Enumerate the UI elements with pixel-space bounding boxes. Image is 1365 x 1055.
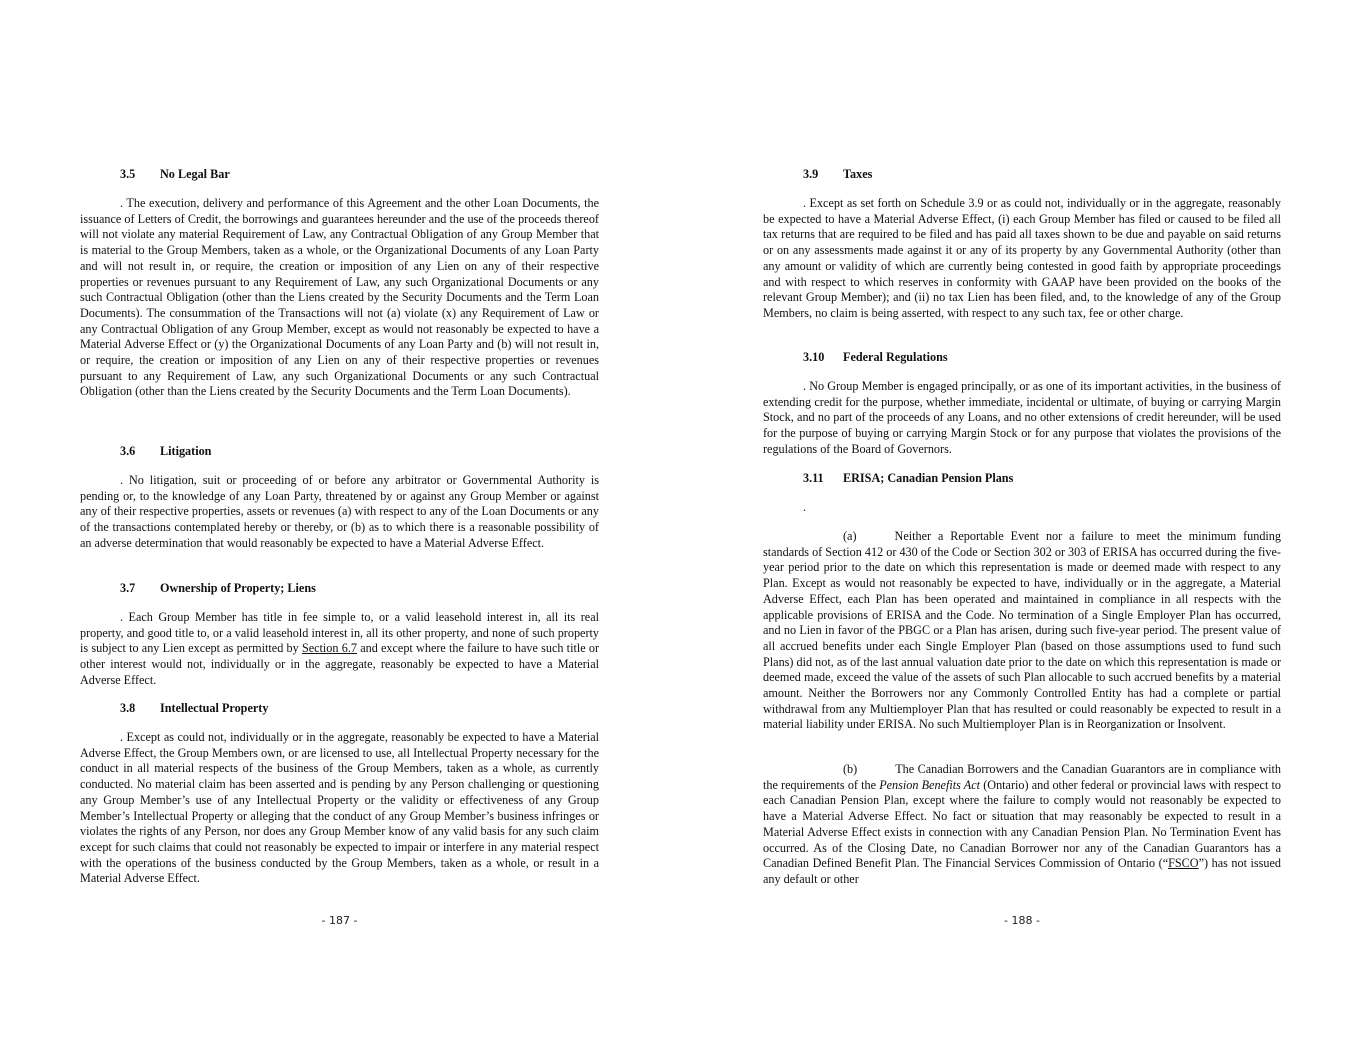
- clause-b-text-3: ”) has not issued any default or other: [763, 856, 1281, 886]
- clause-a-text: Neither a Reportable Event nor a failure to meet the minimum funding standards of Section 412 or 430 of the Code or Section 302 or 303 of ERISA has occurred during the five-year period prior to the date on which this representation is made or deemed made with respect to any Plan. Except as would not reasonably be expected to have, individually or in the aggregate, a Material Adverse Effect, each Plan has been operated and maintained in compliance in all respects with the applicable provisions of ERISA and the Code. No termination of a Single Employer Plan has occurred, and no Lien in favor of the PBGC or a Plan has arisen, during such five-year period. The present value of all accrued benefits under each Single Employer Plan (based on those assumptions used to fund such Plans) did not, as of the last annual valuation date prior to the date on which this representation is made or deemed made, exceed the value of the assets of such Plan allocable to such accrued benefits by a material amount. Neither the Borrowers nor any Commonly Controlled Entity has had a complete or partial withdrawal from any Multiemployer Plan that has resulted or could reasonably be expected to result in a material liability under ERISA. No such Multiemployer Plan is in Reorganization or Insolvent.: [763, 529, 1281, 732]
- section-title: No Legal Bar: [160, 167, 230, 181]
- section-3-10-heading: [803, 350, 948, 366]
- section-3-5-heading: [120, 167, 230, 183]
- pension-benefits-act: Pension Benefits Act: [879, 777, 981, 792]
- section-number: 3.5: [120, 167, 136, 181]
- section-3-8-body: . Except as could not, individually or in the aggregate, reasonably be expected to have a Material Adverse Effect, the Group Members own, or are licensed to use, all Intellectual Property necessary for the conduct in all material respects of the business of the Group Members, taken as a whole, as currently conducted. No material claim has been asserted and is pending by any Person challenging or questioning any Group Member’s use of any Intellectual Property or the validity or effectiveness of any Group Member’s Intellectual Property or alleging that the conduct of any Group Member’s business infringes or violates the rights of any Person, nor does any Group Member know of any valid basis for any such claim except for such claims that could not reasonably be expected to impair or interfere in any material respect with the operations of the business conducted by the Group Members, taken as a whole, or result in a Material Adverse Effect.: [80, 730, 599, 886]
- section-title: Litigation: [160, 444, 212, 458]
- section-3-5-body: . The execution, delivery and performance of this Agreement and the other Loan Documents, the issuance of Letters of Credit, the borrowings and guarantees hereunder and the use of the proceeds thereof will not violate any material Requirement of Law, any Contractual Obligation of any Group Member that is material to the Group Members, taken as a whole, or the Organizational Documents of any Loan Party and will not result in, or require, the creation or imposition of any Lien on any of their respective properties or revenues pursuant to any Requirement of Law, any such Organizational Documents or any such Contractual Obligation (other than the Liens created by the Security Documents and the Term Loan Documents). The consummation of the Transactions will not (a) violate (x) any Requirement of Law or any Contractual Obligation of any Group Member, except as would not reasonably be expected to have a Material Adverse Effect or (y) the Organizational Documents of any Loan Party and (b) will not result in, or require, the creation or imposition of any Lien on any of their respective properties or revenues pursuant to any Requirement of Law, any such Organizational Documents or any such Contractual Obligation (other than the Liens created by the Security Documents and the Term Loan Documents).: [80, 196, 599, 399]
- section-3-7-body: [80, 610, 599, 689]
- section-number: 3.11: [803, 471, 824, 485]
- section-6-7-link[interactable]: Section 6.7: [301, 641, 357, 656]
- section-3-11-a: [763, 529, 1281, 733]
- section-3-10-body: . No Group Member is engaged principally, or as one of its important activities, in the business of extending credit for the purpose, whether immediate, incidental or ultimate, of buying or carrying Margin Stock, and no part of the proceeds of any Loans, and no other extensions of credit hereunder, will be used for the purpose of buying or carrying Margin Stock or for any purpose that violates the provisions of the regulations of the Board of Governors.: [763, 379, 1281, 456]
- section-number: 3.9: [803, 167, 819, 181]
- section-title: Federal Regulations: [843, 350, 948, 364]
- page-number: - 187 -: [321, 914, 358, 927]
- section-3-6-heading: [120, 444, 211, 460]
- section-number: 3.7: [120, 581, 136, 595]
- section-3-11-period: .: [803, 500, 807, 514]
- section-3-7-text-2: and except where the failure to have such title or other interest would not, individually or in the aggregate, reasonably be expected to have a Material Adverse Effect.: [80, 641, 600, 687]
- section-3-9-body: . Except as set forth on Schedule 3.9 or as could not, individually or in the aggregate, reasonably be expected to have a Material Adverse Effect, (i) each Group Member has filed or caused to be filed all tax returns that are required to be filed and has paid all taxes shown to be due and payable on said returns or on any assessments made against it or any of its property by any Governmental Authority (other than any amount or validity of which are currently being contested in good faith by appropriate proceedings and with respect to which reserves in conformity with GAAP have been provided on the books of the relevant Group Member); and (ii) no tax Lien has been filed, and, to the knowledge of any of the Group Members, no claim is being asserted, with respect to any such tax, fee or other charge.: [763, 196, 1281, 320]
- section-title: Intellectual Property: [160, 701, 269, 715]
- page-number: - 188 -: [1004, 914, 1040, 927]
- section-number: 3.10: [803, 350, 825, 364]
- clause-a-label: (a): [843, 529, 857, 543]
- section-3-8-heading: [120, 701, 268, 717]
- section-3-6-body: . No litigation, suit or proceeding of or before any arbitrator or Governmental Authority is pending or, to the knowledge of any Loan Party, threatened by or against any Group Member or against any of their respective properties, assets or revenues (a) with respect to any of the Loan Documents or any of the transactions contemplated hereby or thereby, or (b) as to which there is a reasonable possibility of an adverse determination that would reasonably be expected to have a Material Adverse Effect.: [80, 473, 599, 550]
- section-3-11-b: [763, 762, 1281, 888]
- section-title: ERISA; Canadian Pension Plans: [843, 471, 1014, 485]
- section-3-7-heading: [120, 581, 316, 597]
- section-number: 3.8: [120, 701, 136, 715]
- clause-b-label: (b): [843, 762, 858, 776]
- clause-b-text-1: The Canadian Borrowers and the Canadian Guarantors are in compliance with the requirements of the: [763, 762, 1281, 792]
- section-number: 3.6: [120, 444, 136, 458]
- fsco-link[interactable]: FSCO: [1168, 856, 1199, 871]
- section-title: Taxes: [843, 167, 873, 181]
- section-3-7-text-1: . Each Group Member has title in fee simple to, or a valid leasehold interest in, all its real property, and good title to, or a valid leasehold interest in, all its other property, and none of such property is subject to any Lien except as permitted by: [80, 610, 599, 656]
- section-3-9-heading: [803, 167, 872, 183]
- section-3-11-heading: [803, 471, 1013, 487]
- clause-b-text-2: (Ontario) and other federal or provincial laws with respect to each Canadian Pension Plan, except where the failure to comply would not reasonably be expected to have a Material Adverse Effect. No fact or situation that may reasonably be expected to result in a Material Adverse Effect exists in connection with any Canadian Pension Plan. No Termination Event has occurred. As of the Closing Date, no Canadian Borrower nor any of the Canadian Guarantors has a Canadian Defined Benefit Plan. The Financial Services Commission of Ontario (“: [763, 777, 1281, 871]
- section-title: Ownership of Property; Liens: [160, 581, 316, 595]
